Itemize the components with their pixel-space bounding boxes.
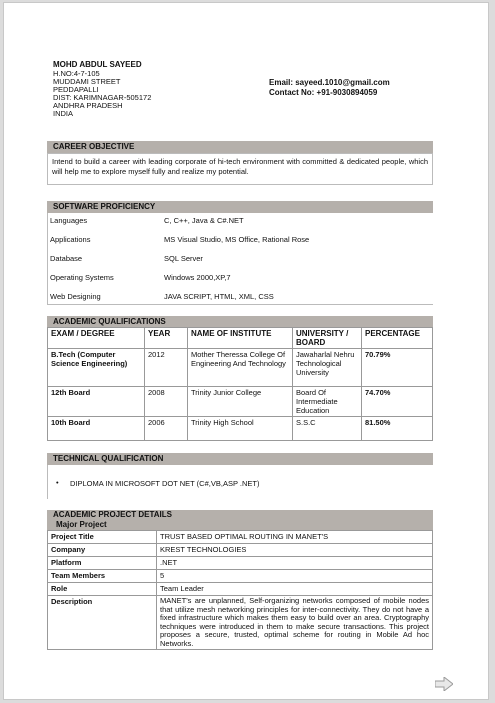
board-cell: S.S.C: [293, 417, 362, 441]
academic-table: [47, 327, 433, 441]
project-value-cell: 5: [157, 570, 433, 583]
bullet-icon: •: [56, 478, 59, 487]
year-cell: 2008: [145, 387, 188, 417]
project-value-cell: Team Leader: [157, 583, 433, 596]
institute-cell: Trinity High School: [188, 417, 293, 441]
software-proficiency-heading: SOFTWARE PROFICIENCY: [47, 201, 433, 213]
column-header: PERCENTAGE: [362, 328, 433, 349]
skill-value: Windows 2000,XP,7: [164, 273, 231, 282]
year-cell: 2006: [145, 417, 188, 441]
skill-label: Applications: [50, 235, 91, 244]
column-header: YEAR: [145, 328, 188, 349]
skill-label: Operating Systems: [50, 273, 114, 282]
technical-qualification-list: [47, 465, 433, 499]
project-label-cell: Platform: [48, 557, 157, 570]
skill-value: SQL Server: [164, 254, 203, 263]
table-row: [48, 349, 433, 387]
address-line: INDIA: [53, 109, 74, 118]
table-row: [48, 557, 433, 570]
table-row: [48, 417, 433, 441]
address-line: MUDDAMI STREET: [53, 77, 121, 86]
project-value-cell: MANET's are unplanned, Self-organizing networks composed of mobile nodes that utilize mesh networking principles for inter-connectivity. They do not have a fixed infrastructure which makes them easy to build over an area. Cryptography techniques were introduced in them to make secure transactions. This project proposes a secure, trusted, optimal scheme for routing in Mobile Ad hoc Networks.: [157, 596, 433, 650]
table-row: [48, 544, 433, 557]
qualification-item: DIPLOMA IN MICROSOFT DOT NET (C#,VB,ASP .NET): [70, 479, 260, 488]
skill-label: Web Designing: [50, 292, 101, 301]
address-line: DIST: KARIMNAGAR-505172: [53, 93, 152, 102]
project-table: [47, 530, 433, 650]
skill-label: Languages: [50, 216, 88, 225]
table-row: [48, 531, 433, 544]
column-header: NAME OF INSTITUTE: [188, 328, 293, 349]
table-row: [48, 570, 433, 583]
resume-page: [3, 2, 489, 700]
project-value-cell: KREST TECHNOLOGIES: [157, 544, 433, 557]
address-line: PEDDAPALLI: [53, 85, 99, 94]
board-cell: Board Of Intermediate Education: [293, 387, 362, 417]
exam-cell: 10th Board: [48, 417, 145, 441]
career-objective-text: Intend to build a career with leading corporate of hi-tech environment with committed & dedicated people, which will help me to explore myself fully and realize my potential.: [47, 153, 433, 185]
email-text: Email: sayeed.1010@gmail.com: [269, 78, 390, 87]
institute-cell: Mother Theressa College Of Engineering And Technology: [188, 349, 293, 387]
project-label-cell: Role: [48, 583, 157, 596]
candidate-name: MOHD ABDUL SAYEED: [53, 60, 142, 69]
skill-label: Database: [50, 254, 83, 263]
address-line: ANDHRA PRADESH: [53, 101, 123, 110]
institute-cell: Trinity Junior College: [188, 387, 293, 417]
project-label-cell: Project Title: [48, 531, 157, 544]
address-block: [53, 70, 151, 118]
skill-value: MS Visual Studio, MS Office, Rational Rose: [164, 235, 310, 244]
board-cell: Jawaharlal Nehru Technological University: [293, 349, 362, 387]
table-row: [48, 596, 433, 650]
table-header-row: [48, 328, 433, 349]
table-row: [48, 387, 433, 417]
contact-block: [269, 78, 390, 98]
year-cell: 2012: [145, 349, 188, 387]
phone-text: Contact No: +91-9030894059: [269, 88, 378, 97]
column-header: EXAM / DEGREE: [48, 328, 145, 349]
skill-value: JAVA SCRIPT, HTML, XML, CSS: [164, 292, 274, 301]
address-line: H.NO:4-7-105: [53, 69, 100, 78]
percentage-cell: 81.50%: [362, 417, 433, 441]
exam-cell: B.Tech (Computer Science Engineering): [48, 349, 145, 387]
percentage-cell: 70.79%: [362, 349, 433, 387]
academic-qualifications-heading: ACADEMIC QUALIFICATIONS: [47, 316, 433, 328]
major-project-subheading: Major Project: [47, 520, 433, 530]
project-label-cell: Company: [48, 544, 157, 557]
column-header: UNIVERSITY / BOARD: [293, 328, 362, 349]
project-label-cell: Team Members: [48, 570, 157, 583]
exam-cell: 12th Board: [48, 387, 145, 417]
project-value-cell: TRUST BASED OPTIMAL ROUTING IN MANET'S: [157, 531, 433, 544]
technical-qualification-heading: TECHNICAL QUALIFICATION: [47, 453, 433, 465]
percentage-cell: 74.70%: [362, 387, 433, 417]
career-objective-heading: CAREER OBJECTIVE: [47, 141, 433, 153]
project-value-cell: .NET: [157, 557, 433, 570]
next-arrow-icon[interactable]: [435, 677, 453, 691]
project-details-heading: ACADEMIC PROJECT DETAILS: [47, 510, 433, 520]
table-row: [48, 583, 433, 596]
project-label-cell: Description: [48, 596, 157, 650]
skill-value: C, C++, Java & C#.NET: [164, 216, 244, 225]
